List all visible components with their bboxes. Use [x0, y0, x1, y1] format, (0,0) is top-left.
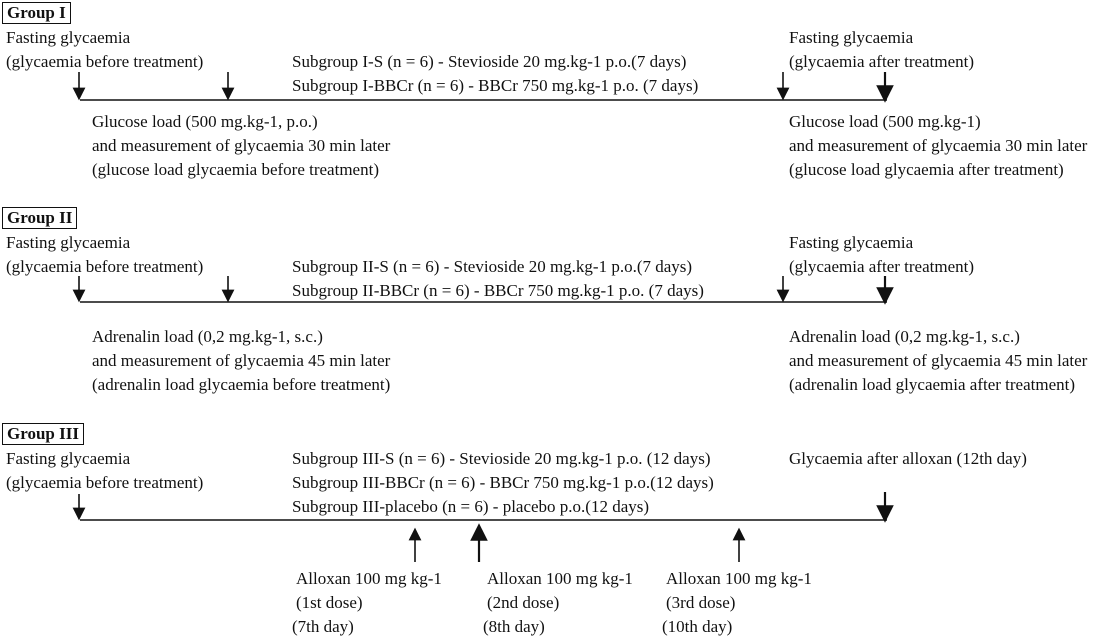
group-2-right-line-2: (glycaemia after treatment) — [789, 257, 974, 276]
group-1-below-left-3: (glucose load glycaemia before treatment) — [92, 160, 379, 179]
group-2-left-line-2: (glycaemia before treatment) — [6, 257, 204, 276]
group-1-below-right-3: (glucose load glycaemia after treatment) — [789, 160, 1064, 179]
group-1-left-line-2: (glycaemia before treatment) — [6, 52, 204, 71]
group-1-subgroup-bbcr: Subgroup I-BBCr (n = 6) - BBCr 750 mg.kg-1 p.o. (7 days) — [292, 76, 699, 95]
group-2-label: Group II — [2, 207, 77, 229]
group-2-below-left-2: and measurement of glycaemia 45 min later — [92, 351, 391, 370]
group-1-below-right-2: and measurement of glycaemia 30 min later — [789, 136, 1088, 155]
group-2-below-right-1: Adrenalin load (0,2 mg.kg-1, s.c.) — [789, 327, 1020, 346]
group-1-below-right-1: Glucose load (500 mg.kg-1) — [789, 112, 981, 131]
group-3-label: Group III — [2, 423, 84, 445]
group-3-subgroup-placebo: Subgroup III-placebo (n = 6) - placebo p.o.(12 days) — [292, 497, 650, 516]
group-2-subgroup-s: Subgroup II-S (n = 6) - Stevioside 20 mg.kg-1 p.o.(7 days) — [292, 257, 693, 276]
group-2-below-right-2: and measurement of glycaemia 45 min later — [789, 351, 1088, 370]
dose-2-line-2: (2nd dose) — [487, 593, 560, 612]
group-2-right-line-1: Fasting glycaemia — [789, 233, 914, 252]
group-3-subgroup-s: Subgroup III-S (n = 6) - Stevioside 20 mg.kg-1 p.o. (12 days) — [292, 449, 711, 468]
group-3-left-line-2: (glycaemia before treatment) — [6, 473, 204, 492]
dose-1-line-1: Alloxan 100 mg kg-1 — [296, 569, 442, 588]
dose-1-line-3: (7th day) — [292, 617, 354, 636]
group-2-below-left-1: Adrenalin load (0,2 mg.kg-1, s.c.) — [92, 327, 323, 346]
group-2-below-right-3: (adrenalin load glycaemia after treatment) — [789, 375, 1076, 394]
group-1-below-left-1: Glucose load (500 mg.kg-1, p.o.) — [92, 112, 318, 131]
dose-3-line-2: (3rd dose) — [666, 593, 736, 612]
group-1-subgroup-s: Subgroup I-S (n = 6) - Stevioside 20 mg.kg-1 p.o.(7 days) — [292, 52, 687, 71]
group-3-left-line-1: Fasting glycaemia — [6, 449, 131, 468]
group-2-below-left-3: (adrenalin load glycaemia before treatment) — [92, 375, 391, 394]
dose-2-line-1: Alloxan 100 mg kg-1 — [487, 569, 633, 588]
dose-3-line-1: Alloxan 100 mg kg-1 — [666, 569, 812, 588]
dose-1-line-2: (1st dose) — [296, 593, 363, 612]
group-1-right-line-1: Fasting glycaemia — [789, 28, 914, 47]
group-3-subgroup-bbcr: Subgroup III-BBCr (n = 6) - BBCr 750 mg.kg-1 p.o.(12 days) — [292, 473, 714, 492]
dose-3-line-3: (10th day) — [662, 617, 733, 636]
group-2-left-line-1: Fasting glycaemia — [6, 233, 131, 252]
group-1-label: Group I — [2, 2, 71, 24]
group-2-subgroup-bbcr: Subgroup II-BBCr (n = 6) - BBCr 750 mg.kg-1 p.o. (7 days) — [292, 281, 704, 300]
group-1-below-left-2: and measurement of glycaemia 30 min later — [92, 136, 391, 155]
group-1-left-line-1: Fasting glycaemia — [6, 28, 131, 47]
group-3-right-label: Glycaemia after alloxan (12th day) — [789, 449, 1027, 468]
dose-2-line-3: (8th day) — [483, 617, 545, 636]
group-1-right-line-2: (glycaemia after treatment) — [789, 52, 974, 71]
